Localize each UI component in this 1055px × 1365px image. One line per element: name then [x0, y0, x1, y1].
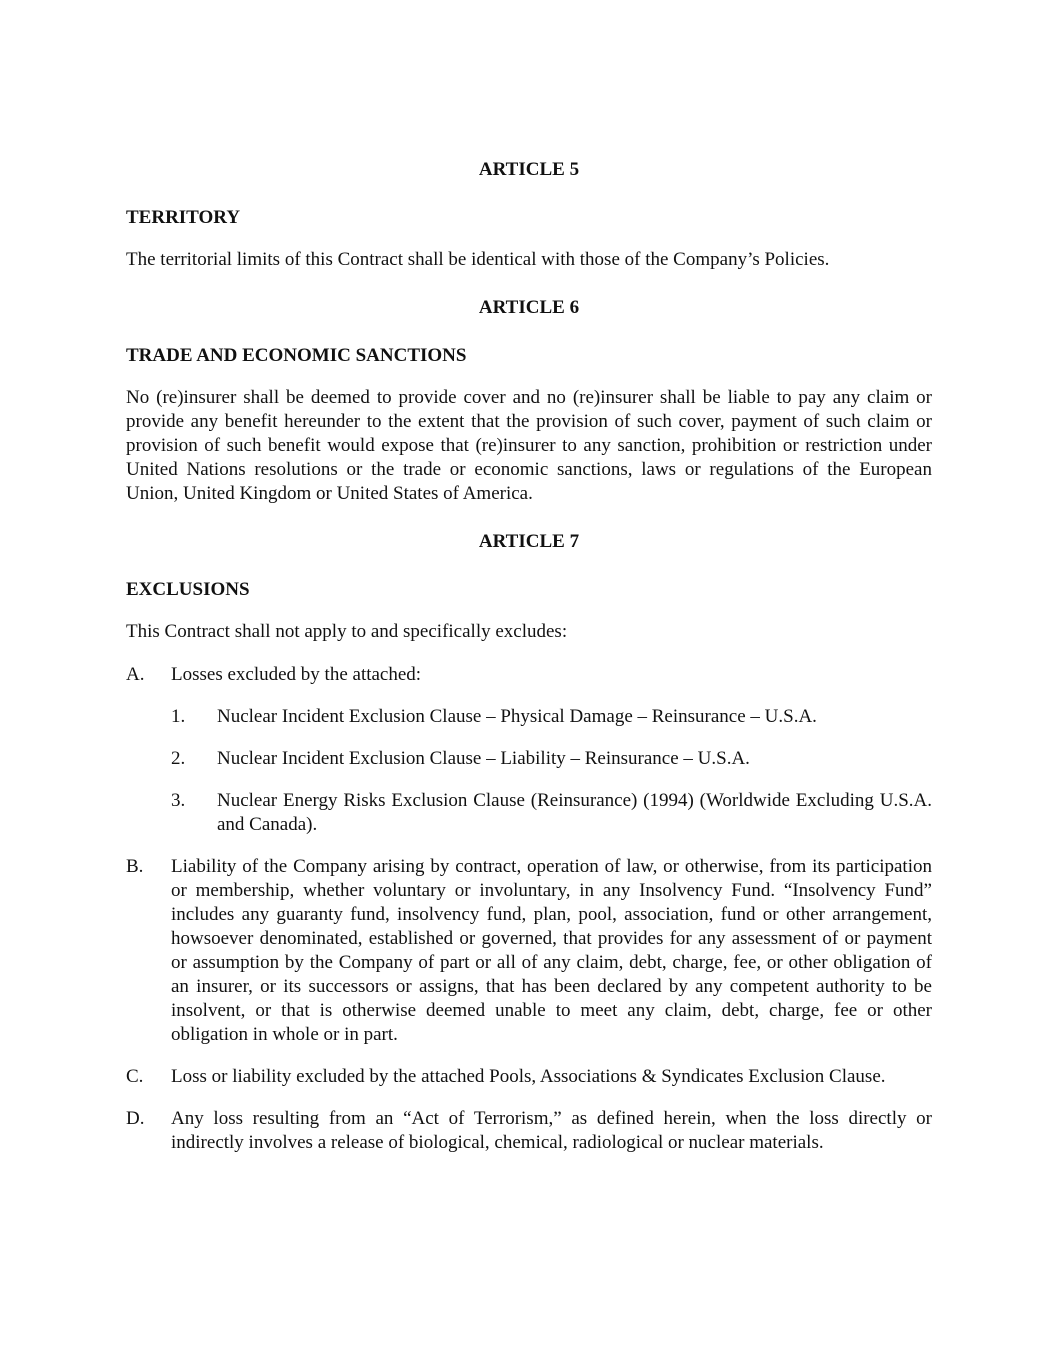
exclusion-subitem-label: 1.	[171, 706, 186, 727]
sanctions-text: No (re)insurer shall be deemed to provide cover and no (re)insurer shall be liable to pay any claim or provide any benefit hereunder to the extent that the provision of such cover, payment of such claim or provision of such benefit would expose that (re)insurer to any sanction, prohibition or restriction under United Nations resolutions or the trade or economic sanctions, laws or regulations of the European Union, United Kingdom or United States of America.	[126, 387, 932, 504]
article-7-heading: ARTICLE 7	[478, 531, 580, 552]
exclusion-subitem-2	[171, 747, 932, 771]
exclusion-item-label: C.	[126, 1066, 144, 1087]
exclusion-subitem-1	[171, 705, 932, 729]
exclusion-subitem-text: Nuclear Energy Risks Exclusion Clause (Reinsurance) (1994) (Worldwide Excluding U.S.A. and Canada).	[217, 790, 932, 835]
exclusion-item-text: Losses excluded by the attached:	[171, 664, 422, 685]
exclusion-item-text: Loss or liability excluded by the attached Pools, Associations & Syndicates Exclusion Clause.	[171, 1066, 886, 1087]
exclusion-subitem-label: 3.	[171, 790, 186, 811]
exclusion-item-d	[126, 1107, 932, 1155]
exclusions-intro: This Contract shall not apply to and specifically excludes:	[126, 621, 568, 642]
exclusion-item-text: Liability of the Company arising by contract, operation of law, or otherwise, from its participation or membership, whether voluntary or involuntary, in any Insolvency Fund. “Insolvency Fund” includes any guaranty fund, insolvency fund, plan, pool, association, fund or other arrangement, howsoever denominated, established or governed, that provides for any assessment of or payment or assumption by the Company of part or all of any claim, debt, charge, fee, or other obligation of an insurer, or its successors or assigns, that has been declared by any competent authority to be insolvent, or that is otherwise deemed unable to meet any claim, debt, charge, fee or other obligation in whole or in part.	[171, 856, 932, 1045]
exclusion-item-c	[126, 1065, 932, 1089]
exclusions-title: EXCLUSIONS	[126, 579, 250, 600]
document-page	[126, 158, 932, 1173]
exclusion-item-label: B.	[126, 856, 144, 877]
exclusion-item-label: A.	[126, 664, 145, 685]
exclusion-subitem-label: 2.	[171, 748, 186, 769]
territory-title: TERRITORY	[126, 207, 241, 228]
article-6-heading: ARTICLE 6	[478, 297, 580, 318]
exclusion-item-a	[126, 663, 932, 687]
exclusion-subitem-text: Nuclear Incident Exclusion Clause – Physical Damage – Reinsurance – U.S.A.	[217, 706, 817, 727]
exclusion-subitem-3	[171, 789, 932, 837]
sanctions-title: TRADE AND ECONOMIC SANCTIONS	[126, 345, 467, 366]
territory-text: The territorial limits of this Contract shall be identical with those of the Company’s Policies.	[126, 249, 830, 270]
article-5-heading: ARTICLE 5	[478, 159, 580, 180]
exclusion-item-b	[126, 855, 932, 1047]
exclusion-subitem-text: Nuclear Incident Exclusion Clause – Liability – Reinsurance – U.S.A.	[217, 748, 750, 769]
exclusion-item-label: D.	[126, 1108, 145, 1129]
exclusion-item-text: Any loss resulting from an “Act of Terrorism,” as defined herein, when the loss directly or indirectly involves a release of biological, chemical, radiological or nuclear materials.	[171, 1108, 932, 1153]
